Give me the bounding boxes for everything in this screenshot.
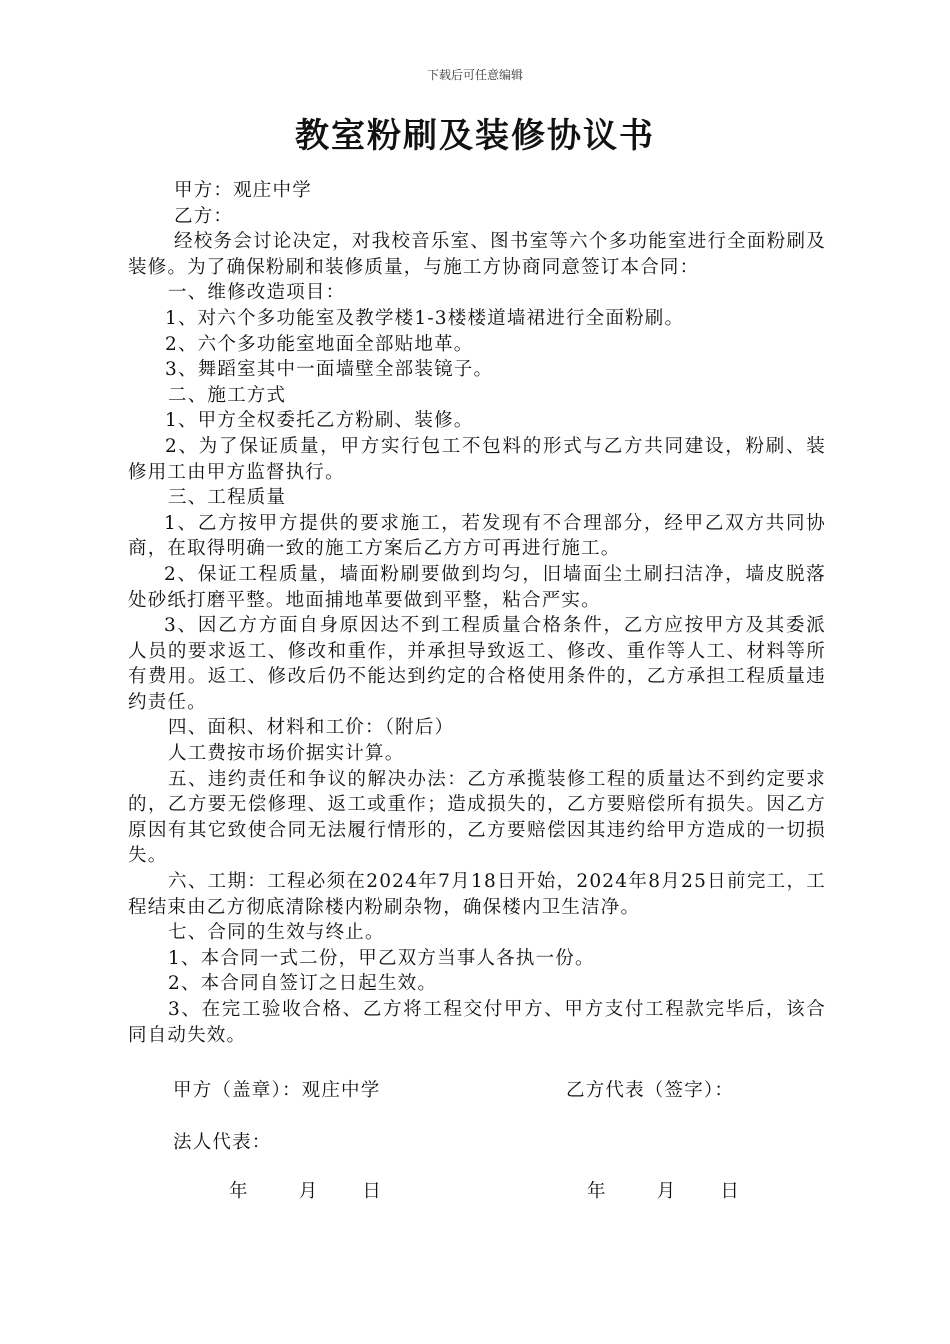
party-a-date — [229, 1177, 382, 1203]
day-label: 日 — [362, 1181, 383, 1202]
day-label: 日 — [720, 1181, 741, 1202]
legal-representative: 法人代表： — [173, 1132, 272, 1153]
year-label: 年 — [229, 1181, 249, 1202]
year-label: 年 — [587, 1181, 607, 1202]
party-b-line: 乙方： — [174, 205, 234, 227]
document-title: 教室粉刷及装修协议书 — [295, 116, 655, 156]
section-paragraph: 五、违约责任和争议的解决办法：乙方承揽装修工程的质量达不到约定要求的，乙方要无偿修理、返工或重作；造成损失的，乙方要赔偿所有损失。因乙方原因有其它致使合同无法履行情形的，乙方要赔偿因其违约给甲方造成的一切损失。 — [128, 768, 826, 867]
clause-item: 1、本合同一式二份，甲乙双方当事人各执一份。 — [168, 947, 595, 969]
party-b-date — [587, 1177, 740, 1203]
clause-item: 3、舞蹈室其中一面墙壁全部装镜子。 — [165, 359, 494, 381]
clause-item: 2、本合同自签订之日起生效。 — [168, 973, 438, 995]
month-label: 月 — [298, 1181, 319, 1202]
section-heading: 一、维修改造项目： — [168, 282, 346, 304]
section-paragraph: 六、工期：工程必须在2024年7月18日开始，2024年8月25日前完工，工程结束由乙方彻底清除楼内粉刷杂物，确保楼内卫生洁净。 — [128, 871, 826, 918]
clause-item: 2、六个多功能室地面全部贴地革。 — [165, 333, 474, 355]
intro-paragraph: 经校务会讨论决定，对我校音乐室、图书室等六个多功能室进行全面粉刷及装修。为了确保粉刷和装修质量，与施工方协商同意签订本合同： — [128, 231, 826, 278]
clause-item: 人工费按市场价据实计算。 — [168, 743, 405, 765]
section-heading: 七、合同的生效与终止。 — [168, 922, 385, 944]
section-heading: 二、施工方式 — [168, 384, 287, 406]
contract-body — [128, 178, 826, 1048]
party-a-signature: 甲方（盖章）：观庄中学 — [173, 1080, 381, 1101]
section-heading: 四、面积、材料和工价：（附后） — [168, 717, 455, 739]
clause-item: 3、因乙方方面自身原因达不到工程质量合格条件，乙方应按甲方及其委派人员的要求返工、修改和重作，并承担导致返工、修改、重作等人工、材料等所有费用。返工、修改后仍不能达到约定的合格使用条件的，乙方承担工程质量违约责任。 — [128, 615, 826, 713]
clause-item: 1、乙方按甲方提供的要求施工，若发现有不合理部分，经甲乙双方共同协商，在取得明确一致的施工方案后乙方方可再进行施工。 — [128, 512, 826, 560]
party-b-signature: 乙方代表（签字）： — [566, 1080, 735, 1101]
clause-item: 2、保证工程质量，墙面粉刷要做到均匀，旧墙面尘土刷扫洁净，墙皮脱落处砂纸打磨平整。地面捕地革要做到平整，粘合严实。 — [128, 563, 826, 611]
month-label: 月 — [656, 1181, 677, 1202]
clause-item: 2、为了保证质量，甲方实行包工不包料的形式与乙方共同建设，粉刷、装修用工由甲方监督执行。 — [128, 435, 826, 483]
clause-item: 1、甲方全权委托乙方粉刷、装修。 — [165, 410, 474, 432]
section-heading: 三、工程质量 — [168, 487, 287, 509]
clause-item: 3、在完工验收合格、乙方将工程交付甲方、甲方支付工程款完毕后，该合同自动失效。 — [128, 999, 826, 1046]
header-note: 下载后可任意编辑 — [426, 68, 523, 82]
party-a-line: 甲方：观庄中学 — [174, 180, 312, 201]
clause-item: 1、对六个多功能室及教学楼1-3楼楼道墙裙进行全面粉刷。 — [165, 307, 685, 329]
